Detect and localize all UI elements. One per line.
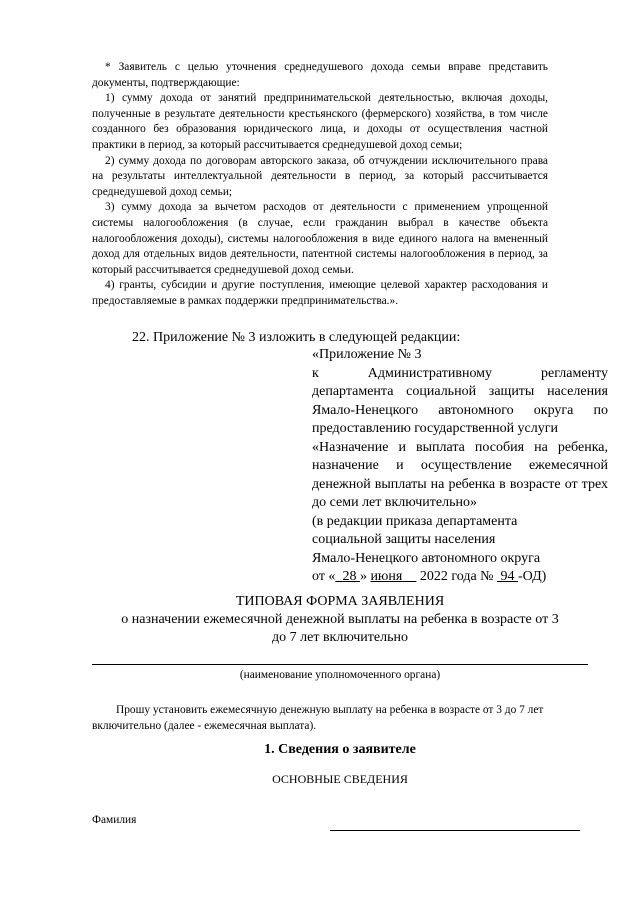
order-month: июня [370,569,403,584]
appendix-edition-line-2: социальной защиты населения [312,532,496,547]
surname-field-line[interactable] [330,830,580,831]
request-paragraph: Прошу установить ежемесячную денежную выплату на ребенка в возрасте от 3 до 7 лет включительно (далее - ежемесячная выплата). [92,704,544,732]
appendix-department: департамента социальной защиты населения Ямало-Ненецкого автономного округа по предоставлению государственной услуги [312,384,608,436]
section-1-title: 1. Сведения о заявителе [264,742,416,757]
basic-info-heading: ОСНОВНЫЕ СВЕДЕНИЯ [272,772,408,786]
order-date-prefix: от « [312,569,336,584]
note-item-3: 3) сумму дохода за вычетом расходов от деятельности с применением упрощенной системы налогообложения (в случае, если гражданин выбрал в качестве объекта налогообложения доходы), системы налогообложения в виде единого налога на вмененный доход для отдельных видов деятельности, патентной системы налогообложения в период, за который рассчитывается среднедушевой доход семьи. [92,201,548,276]
note-item-4: 4) гранты, субсидии и другие поступления, имеющие целевой характер расходования и предоставляемые в рамках поддержки предпринимательства.». [92,279,548,307]
appendix-edition-line-3: Ямало-Ненецкого автономного округа [312,550,541,566]
order-number: 94 [500,569,515,584]
note-item-2: 2) сумму дохода по договорам авторского заказа, об отчуждении исключительного права на результаты интеллектуальной деятельности в период, за который рассчитывается среднедушевой доход семьи; [92,154,548,198]
order-year: 2022 года № [419,569,494,584]
appendix-service-name: «Назначение и выплата пособия на ребенка, назначение и осуществление ежемесячной денежной выплаты на ребенка в возрасте от трех до семи лет включительно» [312,439,608,510]
order-date-mid: » [359,569,367,584]
income-note [92,60,548,310]
form-subtitle-line-1: о назначении ежемесячной денежной выплаты на ребенка в возрасте от 3 [121,612,559,627]
appendix-header [312,346,608,587]
appendix-order-date [312,568,608,587]
appendix-edition-line-1: (в редакции приказа департамента [312,513,518,529]
note-lead: * Заявитель с целью уточнения среднедушевого дохода семьи вправе представить документы, подтверждающие: [92,61,548,89]
form-subtitle-line-2: до 7 лет включительно [272,630,408,645]
form-title: ТИПОВАЯ ФОРМА ЗАЯВЛЕНИЯ [235,594,445,609]
appendix-regulation-line: к Административному регламенту [312,365,608,381]
authority-name-line [92,664,588,665]
authority-caption: (наименование уполномоченного органа) [239,669,441,681]
order-day: 28 [342,569,357,584]
amendment-item-22: 22. Приложение № 3 изложить в следующей редакции: [132,330,461,345]
surname-label: Фамилия [92,814,137,826]
order-number-suffix: -ОД) [518,569,547,584]
note-item-1: 1) сумму дохода от занятий предпринимательской деятельностью, включая доходы, полученные в результате деятельности крестьянского (фермерского) хозяйства, в том числе созданного без образования юридического лица, и доходы от осуществления частной практики в период, за который рассчитывается среднедушевой доход семьи; [92,92,548,151]
appendix-title: «Приложение № 3 [312,347,422,362]
